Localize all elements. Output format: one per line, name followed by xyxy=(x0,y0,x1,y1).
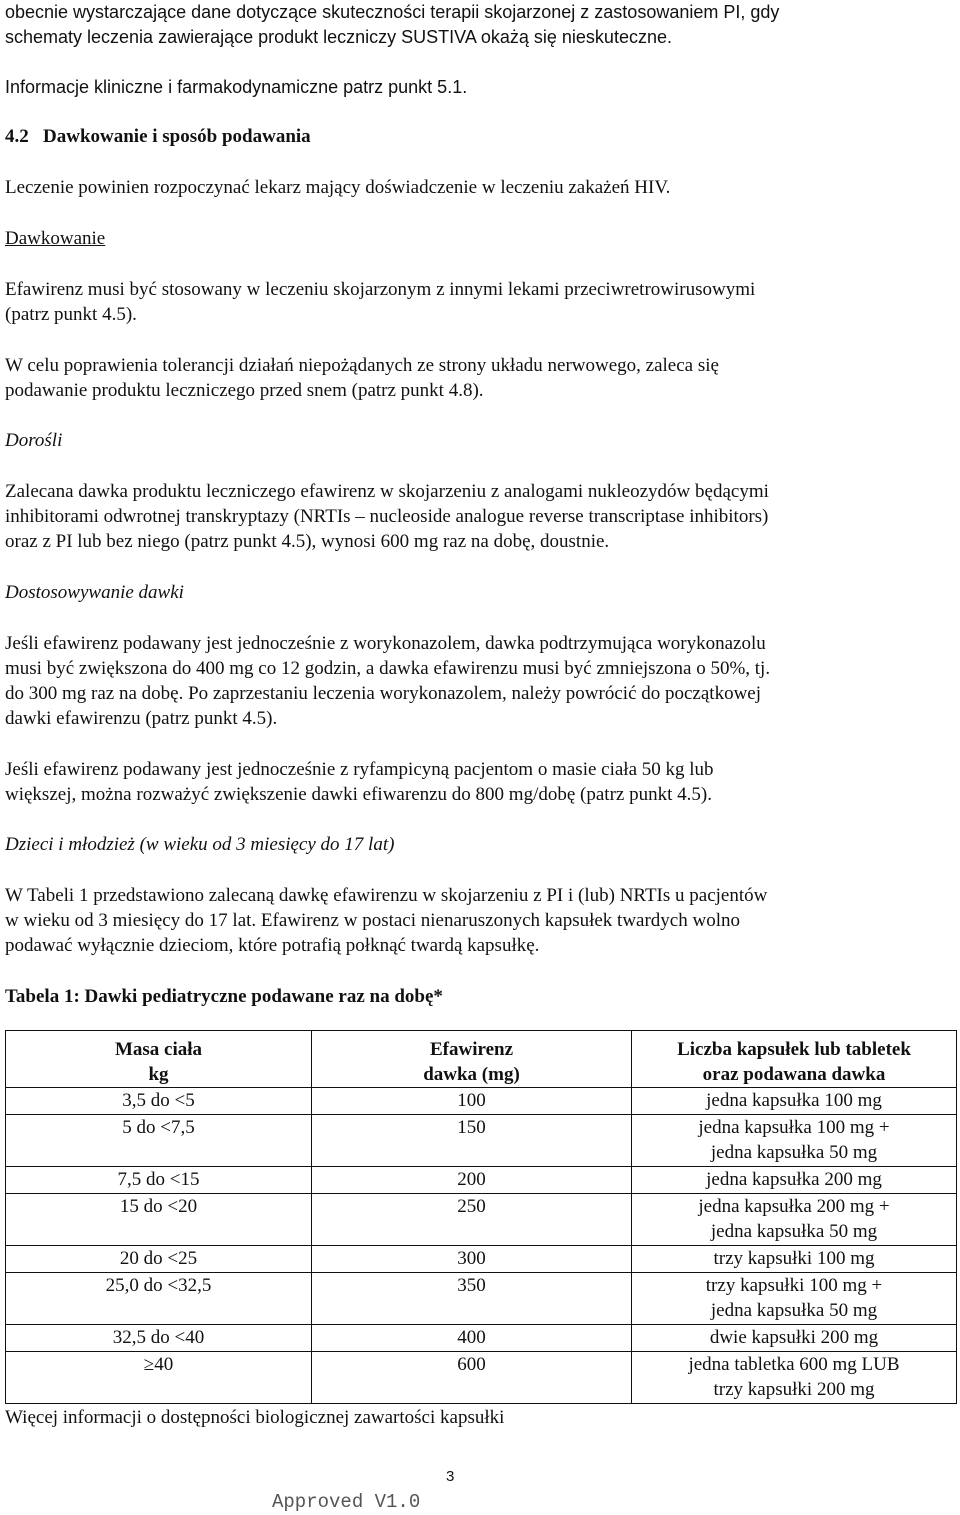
count-cell: jedna kapsułka 100 mg + jedna kapsułka 50 mg xyxy=(632,1115,957,1167)
dawkowanie-paragraph-2: W celu poprawienia tolerancji działań niepożądanych ze strony układu nerwowego, zaleca się podawanie produktu leczniczego przed snem (patrz punkt 4.8). xyxy=(5,355,719,401)
dostosowanie-paragraph-2: Jeśli efawirenz podawany jest jednocześnie z ryfampicyną pacjentom o masie ciała 50 kg lub większej, można rozważyć zwiększenie dawki efiwarenzu do 800 mg/dobę (patrz punkt 4.5). xyxy=(5,759,714,805)
table-caption: Tabela 1: Dawki pediatryczne podawane raz na dobę* xyxy=(5,986,443,1007)
dose-cell: 350 xyxy=(312,1273,632,1325)
pediatric-dose-table xyxy=(5,1030,957,1404)
dzieci-heading: Dzieci i młodzież (w wieku od 3 miesięcy do 17 lat) xyxy=(5,834,395,855)
mass-cell: ≥40 xyxy=(6,1352,312,1404)
dose-cell: 100 xyxy=(312,1088,632,1115)
dostosowanie-heading: Dostosowywanie dawki xyxy=(5,582,184,603)
count-cell: jedna kapsułka 200 mg xyxy=(632,1167,957,1194)
count-cell: jedna kapsułka 200 mg + jedna kapsułka 50 mg xyxy=(632,1194,957,1246)
dose-cell: 300 xyxy=(312,1246,632,1273)
mass-cell: 15 do <20 xyxy=(6,1194,312,1246)
mass-cell: 5 do <7,5 xyxy=(6,1115,312,1167)
table-row xyxy=(6,1352,957,1404)
section-heading xyxy=(5,124,950,149)
dose-cell: 200 xyxy=(312,1167,632,1194)
count-cell: trzy kapsułki 100 mg xyxy=(632,1246,957,1273)
page-number: 3 xyxy=(446,1468,455,1485)
dawkowanie-heading: Dawkowanie xyxy=(5,228,106,249)
intro-line: obecnie wystarczające dane dotyczące skuteczności terapii skojarzonej z zastosowaniem PI, gdy xyxy=(5,2,780,22)
section-number: 4.2 xyxy=(5,126,29,147)
table-row xyxy=(6,1167,957,1194)
mass-cell: 32,5 do <40 xyxy=(6,1325,312,1352)
intro-line: schematy leczenia zawierające produkt leczniczy SUSTIVA okażą się nieskuteczne. xyxy=(5,27,672,47)
dose-cell: 150 xyxy=(312,1115,632,1167)
table-footnote: Więcej informacji o dostępności biologicznej zawartości kapsułki xyxy=(5,1407,505,1428)
dose-cell: 250 xyxy=(312,1194,632,1246)
table-header-row xyxy=(6,1031,957,1088)
count-cell: trzy kapsułki 100 mg + jedna kapsułka 50 mg xyxy=(632,1273,957,1325)
approved-watermark: Approved V1.0 xyxy=(272,1491,421,1513)
table-row xyxy=(6,1325,957,1352)
mass-cell: 20 do <25 xyxy=(6,1246,312,1273)
dorosli-heading: Dorośli xyxy=(5,430,63,451)
mass-cell: 7,5 do <15 xyxy=(6,1167,312,1194)
table-row xyxy=(6,1115,957,1167)
mass-cell: 25,0 do <32,5 xyxy=(6,1273,312,1325)
info-paragraph: Informacje kliniczne i farmakodynamiczne patrz punkt 5.1. xyxy=(5,77,468,97)
count-cell: jedna tabletka 600 mg LUB trzy kapsułki 200 mg xyxy=(632,1352,957,1404)
dose-cell: 400 xyxy=(312,1325,632,1352)
dose-cell: 600 xyxy=(312,1352,632,1404)
header-mass: Masa ciała kg xyxy=(6,1031,312,1088)
header-dose: Efawirenz dawka (mg) xyxy=(312,1031,632,1088)
count-cell: jedna kapsułka 100 mg xyxy=(632,1088,957,1115)
dostosowanie-paragraph-1: Jeśli efawirenz podawany jest jednocześnie z worykonazolem, dawka podtrzymująca worykonazolu musi być zwiększona do 400 mg co 12 godzin, a dawka efawirenzu musi być zmniejszona o 50%, tj. do 300 mg raz na dobę. Po zaprzestaniu leczenia worykonazolem, należy powrócić do początkowej dawki efawirenzu (patrz punkt 4.5). xyxy=(5,633,771,729)
table-row xyxy=(6,1246,957,1273)
count-cell: dwie kapsułki 200 mg xyxy=(632,1325,957,1352)
section-lead: Leczenie powinien rozpoczynać lekarz mający doświadczenie w leczeniu zakażeń HIV. xyxy=(5,177,671,198)
table-row xyxy=(6,1194,957,1246)
intro-paragraph xyxy=(5,0,950,50)
dorosli-paragraph: Zalecana dawka produktu leczniczego efawirenz w skojarzeniu z analogami nukleozydów będącymi inhibitorami odwrotnej transkryptazy (NRTIs – nucleoside analogue reverse transcriptase inhibitors) oraz z PI lub bez niego (patrz punkt 4.5), wynosi 600 mg raz na dobę, doustnie. xyxy=(5,481,769,552)
table-row xyxy=(6,1088,957,1115)
section-title: Dawkowanie i sposób podawania xyxy=(43,126,311,147)
dzieci-paragraph: W Tabeli 1 przedstawiono zalecaną dawkę efawirenzu w skojarzeniu z PI i (lub) NRTIs u pacjentów w wieku od 3 miesięcy do 17 lat. Efawirenz w postaci nienaruszonych kapsułek twardych wolno podawać wyłącznie dzieciom, które potrafią połknąć twardą kapsułkę. xyxy=(5,885,768,956)
mass-cell: 3,5 do <5 xyxy=(6,1088,312,1115)
header-count: Liczba kapsułek lub tabletek oraz podawana dawka xyxy=(632,1031,957,1088)
dawkowanie-paragraph-1: Efawirenz musi być stosowany w leczeniu skojarzonym z innymi lekami przeciwretrowirusowymi (patrz punkt 4.5). xyxy=(5,279,756,325)
table-row xyxy=(6,1273,957,1325)
